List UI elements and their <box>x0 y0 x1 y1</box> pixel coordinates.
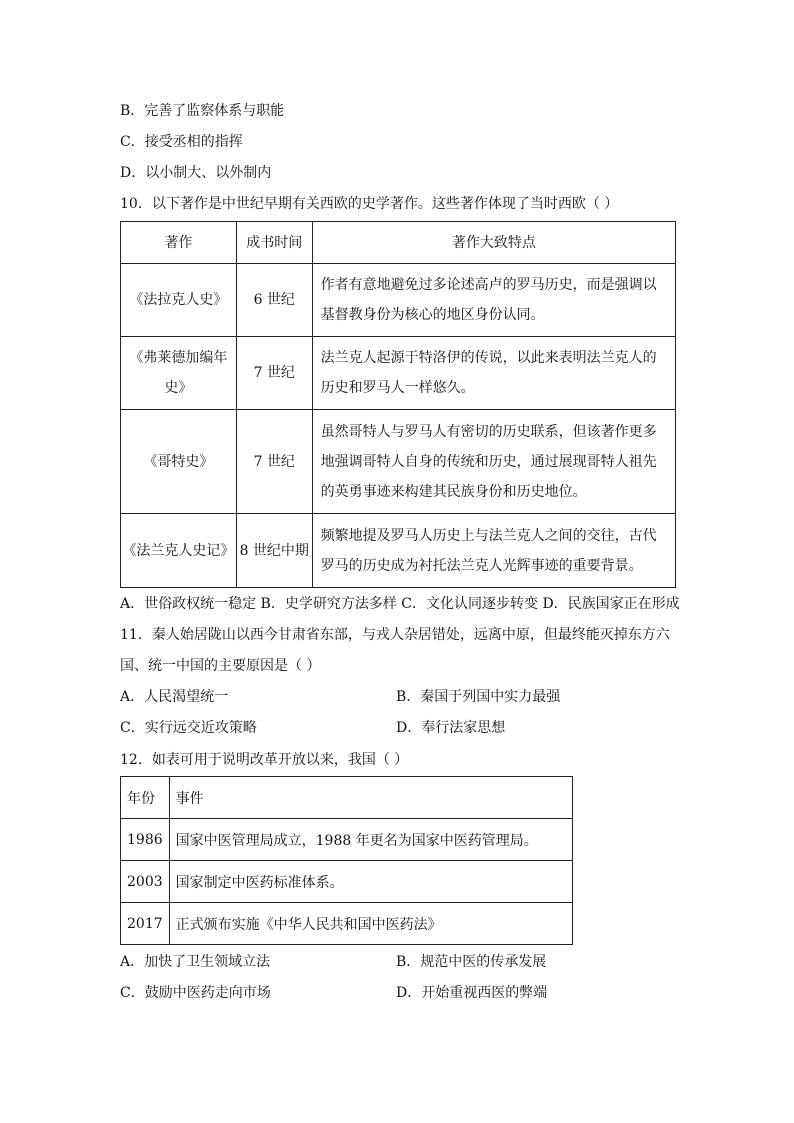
q11-option-b: B．秦国于列国中实力最强 <box>396 689 561 705</box>
table-row <box>121 264 676 337</box>
q12-option-a: A．加快了卫生领域立法 <box>120 954 271 970</box>
q11-option-a: A．人民渴望统一 <box>120 689 229 705</box>
q10-desc: 频繁地提及罗马人历史上与法兰克人之间的交往，古代罗马的历史成为衬托法兰克人光辉事迹的重要背景。 <box>312 514 675 588</box>
q12-header-event: 事件 <box>169 777 572 819</box>
q11-option-c: C．实行远交近攻策略 <box>120 720 257 736</box>
q12-event: 正式颁布实施《中华人民共和国中医药法》 <box>169 903 572 945</box>
q12-event: 国家制定中医药标准体系。 <box>169 861 572 903</box>
q11-option-d: D．奉行法家思想 <box>396 720 506 736</box>
q10-header-time: 成书时间 <box>236 222 312 264</box>
q9-option-d: D．以小制大、以外制内 <box>120 165 272 181</box>
q10-work: 《法拉克人史》 <box>121 264 237 337</box>
q10-header-work: 著作 <box>121 222 237 264</box>
table-row <box>121 410 676 514</box>
q12-table <box>120 776 573 945</box>
q10-desc: 虽然哥特人与罗马人有密切的历史联系，但该著作更多地强调哥特人自身的传统和历史，通过展现哥特人祖先的英勇事迹来构建其民族身份和历史地位。 <box>312 410 675 514</box>
q10-table <box>120 221 676 588</box>
table-row <box>121 861 573 903</box>
q10-work: 《法兰克人史记》 <box>121 514 237 588</box>
q12-year: 2017 <box>121 903 170 945</box>
q12-event: 国家中医管理局成立，1988 年更名为国家中医药管理局。 <box>169 819 572 861</box>
q12-table-header <box>121 777 573 819</box>
q12-year: 2003 <box>121 861 170 903</box>
q10-work: 《哥特史》 <box>121 410 237 514</box>
q12-option-c: C．鼓励中医药走向市场 <box>120 985 271 1001</box>
q10-table-header <box>121 222 676 264</box>
q12-option-d: D．开始重视西医的弊端 <box>396 985 548 1001</box>
q10-stem: 10．以下著作是中世纪早期有关西欧的史学著作。这些著作体现了当时西欧（ ） <box>120 196 619 212</box>
q10-time: 7 世纪 <box>236 410 312 514</box>
table-row <box>121 903 573 945</box>
q11-stem-line2: 国、统一中国的主要原因是（ ） <box>120 658 321 674</box>
q12-header-year: 年份 <box>121 777 170 819</box>
q10-options: A．世俗政权统一稳定 B．史学研究方法多样 C．文化认同逐步转变 D．民族国家正在形成 <box>120 596 680 612</box>
q11-stem-line1: 11．秦人始居陇山以西今甘肃省东部，与戎人杂居错处，远离中原，但最终能灭掉东方六 <box>120 627 670 643</box>
q10-desc: 法兰克人起源于特洛伊的传说，以此来表明法兰克人的历史和罗马人一样悠久。 <box>312 337 675 410</box>
table-row <box>121 514 676 588</box>
q10-time: 6 世纪 <box>236 264 312 337</box>
q10-header-desc: 著作大致特点 <box>312 222 675 264</box>
q12-option-b: B．规范中医的传承发展 <box>396 954 547 970</box>
table-row <box>121 337 676 410</box>
table-row <box>121 819 573 861</box>
q12-stem: 12．如表可用于说明改革开放以来，我国（ ） <box>120 752 409 768</box>
q10-work: 《弗莱德加编年史》 <box>121 337 237 410</box>
q9-option-c: C．接受丞相的指挥 <box>120 134 243 150</box>
q9-option-b: B．完善了监察体系与职能 <box>120 103 285 119</box>
q10-time: 7 世纪 <box>236 337 312 410</box>
q12-year: 1986 <box>121 819 170 861</box>
q10-desc: 作者有意地避免过多论述高卢的罗马历史，而是强调以基督教身份为核心的地区身份认同。 <box>312 264 675 337</box>
q10-time: 8 世纪中期 <box>236 514 312 588</box>
